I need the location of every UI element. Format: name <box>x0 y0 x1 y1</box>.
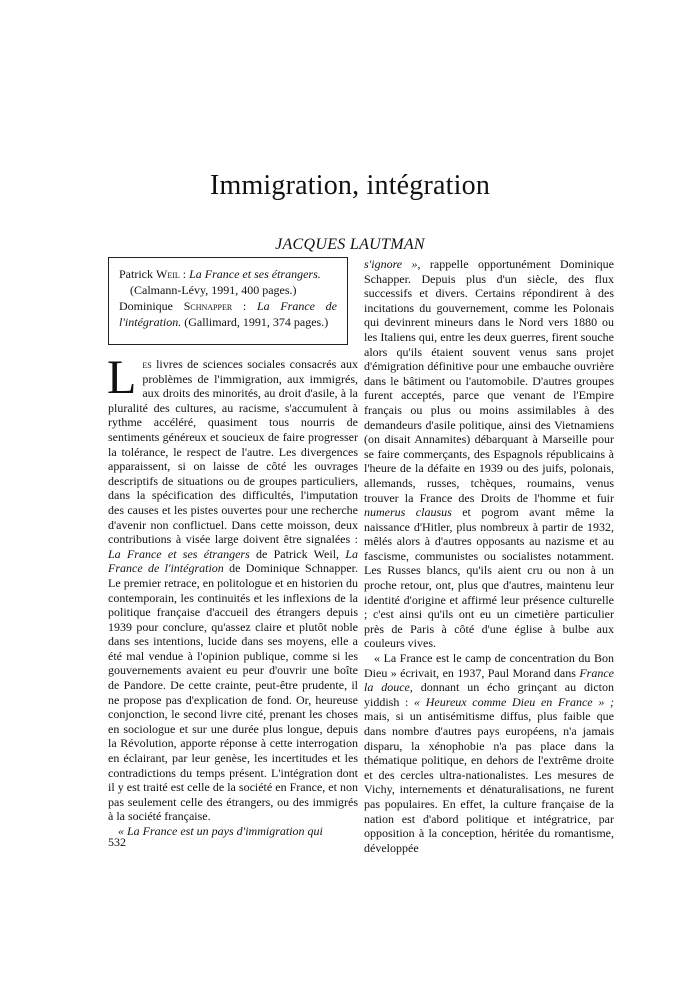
bibliography-box <box>108 257 348 345</box>
article-author: JACQUES LAUTMAN <box>275 236 425 253</box>
biblio-entry-weil: Patrick Weil : La France et ses étrangers. <box>119 267 321 281</box>
biblio-entry-schnapper: Dominique Schnapper : La France de l'intégration. (Gallimard, 1991, 374 pages.) <box>119 299 338 329</box>
paragraph: « La France est le camp de concentration du Bon Dieu » écrivait, en 1937, Paul Morand dans France la douce, donnant un écho grinçant au dicton yiddish : « Heureux comme Dieu en France » ; mais, si un antisémitisme diffus, plus faible que dans nombre d'autres pays européens, n'a jamais disparu, la xénophobie n'a pas place dans la thématique politique, en dehors de l'extrême droite et des cercles ultra-nationalistes. Les mesures de Vichy, internements et dénaturalisations, ne furent pas populaires. En effet, la culture française de la nation est d'abord politique et intégratrice, par opposition à la conception, héritée du romantisme, développée <box>364 651 615 855</box>
left-column <box>107 351 359 839</box>
article-title: Immigration, intégration <box>209 170 491 201</box>
biblio-pub-weil: (Calmann-Lévy, 1991, 400 pages.) <box>130 283 297 297</box>
paragraph: « La France est un pays d'immigration qui <box>118 824 323 838</box>
right-column <box>364 257 614 855</box>
paragraph: Les livres de sciences sociales consacrés aux problèmes de l'immigration, aux immigrés, aux droits des minorités, au droit d'asile, à la pluralité des cultures, au racisme, s'accumulent à rythme accéléré, quasiment tous nourris de sentiments généreux et soucieux de faire progresser la tolérance, le respect de l'autre. Les divergences apparaissent, si on laisse de côté les ouvrages descriptifs de situations ou de groupes particuliers, dans la spécification des difficultés, l'imputation des causes et les pistes ouvertes pour une recherche d'avenir non conflictuel. Dans cette moisson, deux contributions à visée large doivent être signalées : La France et ses étrangers de Patrick Weil, La France de l'intégration de Dominique Schnapper. Le premier retrace, en politologue et en historien du contemporain, les continuités et les inflexions de la politique française d'accueil des étrangers depuis 1939 pour conclure, qu'assez claire et plutôt noble dans ses intentions, lucide dans ses moyens, elle a été mal vendue à l'opinion publique, comme si les gouvernements avaient eu peur d'ouvrir une boîte de Pandore. De cette crainte, peut-être prudente, il ne propose pas d'explication de fond. Or, heureuse conjonction, le second livre cité, prenant les choses en sociologue et sur une durée plus longue, depuis la Révolution, apporte réponse à cette interrogation en éclairant, par leur genèse, les incertitudes et les contradictions du temps présent. L'intégration dont il y est traité est celle de la société en France, et non pas seulement celle des étrangers, ou des immigrés à la société française. <box>107 351 359 824</box>
page-number: 532 <box>108 835 126 849</box>
drop-cap: L <box>107 351 137 404</box>
paragraph: s'ignore », rappelle opportunément Dominique Schapper. Depuis plus d'un siècle, des flux successifs et divers. Certains répondirent à des incitations du gouvernement, comme les Polonais qui devinrent mineurs dans le Nord vers 1880 ou les Italiens qui, entre les deux guerres, firent souche alors qu'ils étaient souvent venus sans projet d'émigration définitive pour une embauche ouvrière dans le bâtiment ou l'automobile. D'autres groupes furent acceptés, parce que venant de l'Empire français ou plus ou moins assimilables à des demandeurs d'asile politique, ainsi des Vietnamiens (on disait Annamites) débarquant à Marseille pour se faire commerçants, des Espagnols républicains à l'heure de la défaite en 1939 ou des juifs, polonais, allemands, russes, tchèques, roumains, venus trouver la France des Droits de l'homme et fuir numerus clausus et pogrom avant même la naissance d'Hitler, plus nombreux à partir de 1932, mêlés alors à d'autres opposants au nazisme et au fascisme, communistes ou socialistes notamment. Les Russes blancs, qu'ils aient cru ou non à un proche retour, ont, plus que d'autres, maintenu leur identité d'origine et affirmé leur présence culturelle ; c'est ainsi qu'ils ont eu un cimetière particulier près de Paris à côté d'une église à bulbe aux couleurs vives. <box>364 257 614 651</box>
